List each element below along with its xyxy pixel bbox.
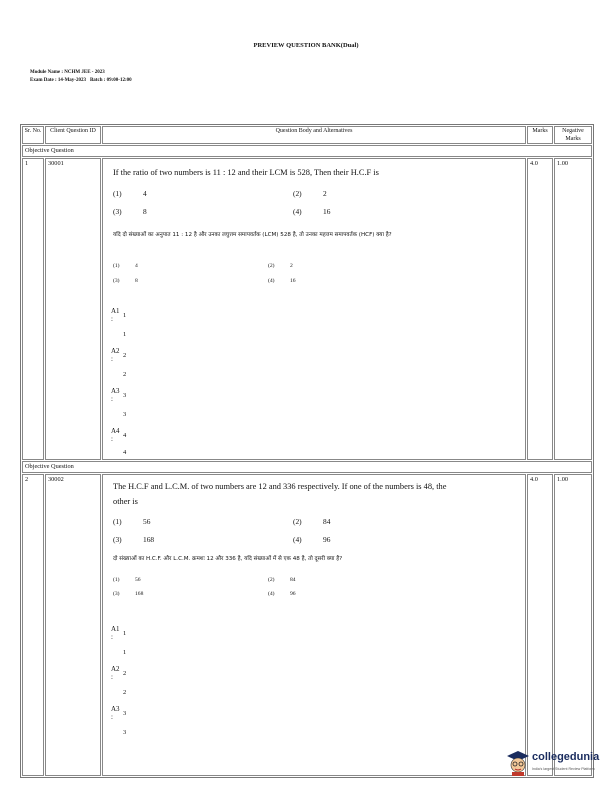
answer-value-a1: 1 xyxy=(123,630,127,637)
hindi-question-text: दो संख्याओं का H.C.F. और L.C.M. क्रमशः 12 और 336 है, यदि संख्याओं में से एक 48 है, तो दूसरी क्या है? xyxy=(113,556,343,562)
client-question-id: 30002 xyxy=(45,474,101,776)
hindi-question-text: यदि दो संख्याओं का अनुपात 11 : 12 है और उनका लघुत्तम समापवर्तक (LCM) 528 है, तो उनका महत्तम समापवर्तक (HCF) क्या है? xyxy=(113,232,392,238)
answer-label-a1: A1 : xyxy=(111,307,120,323)
answer-label-a3: A3 : xyxy=(111,387,120,403)
question-row xyxy=(22,158,592,460)
option-1: (1) 56 xyxy=(113,517,151,526)
brand-tagline: India's largest Student Review Platform xyxy=(532,767,595,771)
answer-value-a4: 4 xyxy=(123,432,127,439)
answer-alt-a3: 3 xyxy=(123,411,127,418)
header-client-id: Client Question ID xyxy=(45,126,101,144)
hindi-option-2: (2) 2 xyxy=(268,263,293,269)
header-sr: Sr. No. xyxy=(22,126,44,144)
hindi-option-4: (4) 96 xyxy=(268,591,296,597)
question-body xyxy=(102,158,526,460)
exam-info xyxy=(30,78,136,83)
option-4: (4) 16 xyxy=(293,207,331,216)
hindi-option-3: (3) 8 xyxy=(113,278,138,284)
marks-value: 4.0 xyxy=(527,474,553,776)
option-3: (3) 168 xyxy=(113,535,155,544)
client-question-id: 30001 xyxy=(45,158,101,460)
answer-label-a2: A2 : xyxy=(111,347,120,363)
answer-label-a2: A2 : xyxy=(111,665,120,681)
module-name: Module Name : NCHM JEE - 2023 xyxy=(30,70,105,75)
negative-marks-value: 1.00 xyxy=(554,158,592,460)
section-row xyxy=(22,145,592,157)
page-title: PREVIEW QUESTION BANK(Dual) xyxy=(253,42,359,49)
answer-alt-a1: 1 xyxy=(123,649,127,656)
sr-no: 2 xyxy=(22,474,44,776)
hindi-option-1: (1) 56 xyxy=(113,577,141,583)
collegedunia-watermark xyxy=(506,748,606,778)
answer-alt-a2: 2 xyxy=(123,689,127,696)
sr-no: 1 xyxy=(22,158,44,460)
answer-label-a4: A4 : xyxy=(111,427,120,443)
option-2: (2) 84 xyxy=(293,517,331,526)
header-body: Question Body and Alternatives xyxy=(102,126,526,144)
batch: Batch : 09:00-12:00 xyxy=(89,78,132,83)
hindi-option-1: (1) 4 xyxy=(113,263,138,269)
option-1: (1) 4 xyxy=(113,189,147,198)
exam-date: Exam Date : 14-May-2023 xyxy=(30,78,86,83)
header-marks: Marks xyxy=(527,126,553,144)
question-table xyxy=(20,124,594,778)
question-body xyxy=(102,474,526,776)
answer-alt-a1: 1 xyxy=(123,331,127,338)
option-2: (2) 2 xyxy=(293,189,327,198)
graduate-mascot-icon xyxy=(506,750,530,776)
answer-alt-a2: 2 xyxy=(123,371,127,378)
hindi-option-2: (2) 84 xyxy=(268,577,296,583)
marks-value: 4.0 xyxy=(527,158,553,460)
question-row xyxy=(22,474,592,776)
table-header-row xyxy=(22,126,592,144)
answer-value-a2: 2 xyxy=(123,352,127,359)
answer-value-a3: 3 xyxy=(123,710,127,717)
section-row xyxy=(22,461,592,473)
negative-marks-value: 1.00 xyxy=(554,474,592,776)
hindi-option-3: (3) 168 xyxy=(113,591,144,597)
answer-value-a2: 2 xyxy=(123,670,127,677)
question-text: If the ratio of two numbers is 11 : 12 and their LCM is 528, Then their H.C.F is xyxy=(113,168,379,177)
answer-value-a1: 1 xyxy=(123,312,127,319)
answer-value-a3: 3 xyxy=(123,392,127,399)
answer-label-a3: A3 : xyxy=(111,705,120,721)
brand-name: collegedunia xyxy=(532,751,600,763)
answer-label-a1: A1 : xyxy=(111,625,120,641)
option-4: (4) 96 xyxy=(293,535,331,544)
section-label: Objective Question xyxy=(22,145,592,157)
hindi-option-4: (4) 16 xyxy=(268,278,296,284)
option-3: (3) 8 xyxy=(113,207,147,216)
question-text: The H.C.F and L.C.M. of two numbers are 12 and 336 respectively. If one of the numbers is 48, the other is xyxy=(113,482,447,506)
answer-alt-a4: 4 xyxy=(123,449,127,456)
answer-alt-a3: 3 xyxy=(123,729,127,736)
section-label: Objective Question xyxy=(22,461,592,473)
header-negative: Negative Marks xyxy=(554,126,592,144)
